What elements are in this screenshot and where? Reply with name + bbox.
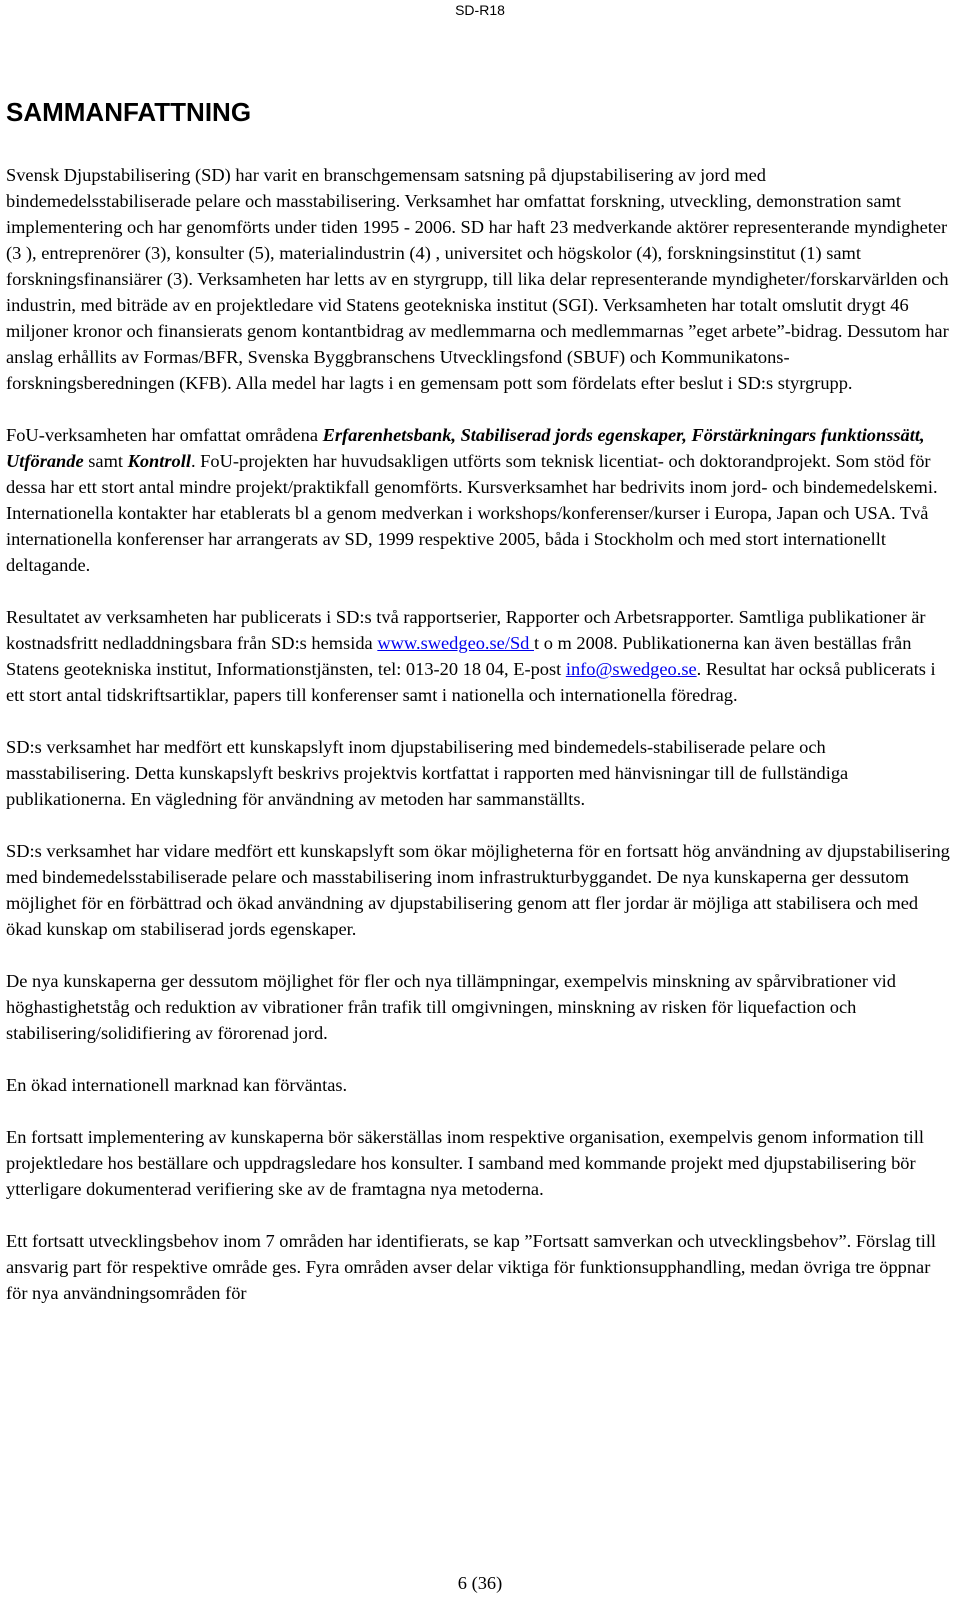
- publications-text-2: t o m 2008. Publikationerna kan även beställas från Statens geotekniska institut, Informationstjänsten, tel: 013-20 18 04, E-post: [6, 633, 912, 679]
- section-title: SAMMANFATTNING: [6, 97, 252, 127]
- paragraph-overview: Svensk Djupstabilisering (SD) har varit en branschgemensam satsning på djupstabilisering av jord med bindemedelsstabiliserade pelare och masstabilisering. Verksamhet har omfattat forskning, utveckling, demonstration samt implementering och har genomförts under tiden 1995 - 2006. SD har haft 23 medverkande aktörer representerande myndigheter (3 ), entreprenörer (3), konsulter (5), materialindustrin (4) , universitet och högskolor (4), forskningsinstitut (1) samt forskningsfinansiärer (3). Verksamheten har letts av en styrgrupp, till lika delar representerande myndigheter/forskarvärlden och industrin, med biträde av en projektledare vid Statens geotekniska institut (SGI). Verksamheten har totalt omslutit drygt 46 miljoner kronor och finansierats genom kontantbidrag av medlemmarna och medlemmarnas ”eget arbete”-bidrag. Dessutom har anslag erhållits av Formas/BFR, Svenska Byggbranschens Utvecklingsfond (SBUF) och Kommunikatons-forskningsberedningen (KFB). Alla medel har lagts i en gemensam pott som fördelats efter beslut i SD:s styrgrupp.: [6, 165, 949, 393]
- research-areas-list: Erfarenhetsbank, Stabiliserad jords egenskaper, Förstärkningars funktionssätt, Utförande: [6, 425, 925, 471]
- paragraph-development-needs: Ett fortsatt utvecklingsbehov inom 7 områden har identifierats, se kap ”Fortsatt samverkan och utvecklingsbehov”. Förslag till ansvarig part för respektive område ges. Fyra områden avser delar viktiga för funktionsupphandling, medan övriga tre öppnar för nya användningsområden för: [6, 1231, 937, 1303]
- paragraph-knowledge-lift: SD:s verksamhet har medfört ett kunskapslyft inom djupstabilisering med bindemedels-stabiliserade pelare och masstabilisering. Detta kunskapslyft beskrivs projektvis kortfattat i rapporten med hänvisningar till de fullständiga publikationerna. En vägledning för användning av metoden har sammanställts.: [6, 737, 849, 809]
- paragraph-publications: [6, 604, 954, 708]
- paragraph-research-areas: [6, 422, 954, 578]
- page-number: 6 (36): [457, 1573, 503, 1593]
- research-areas-rest: . FoU-projekten har huvudsakligen utförts som teknisk licentiat- och doktorandprojekt. Som stöd för dessa har ett stort antal mindre projekt/praktikfall genomförts. Kursverksamhet har bedrivits inom jord- och bindemedelskemi. Internationella kontakter har etablerats bl a genom medverkan i workshops/konferenser/kurser i Europa, Japan och USA. Två internationella konferenser har arrangerats av SD, 1999 respektive 2005, båda i Stockholm och med stort internationellt deltagande.: [6, 451, 938, 575]
- research-area-last: Kontroll: [127, 451, 191, 471]
- paragraph-infrastructure: SD:s verksamhet har vidare medfört ett kunskapslyft som ökar möjligheterna för en fortsatt hög användning av djupstabilisering med bindemedelsstabiliserade pelare och masstabilisering inom infrastrukturbyggandet. De nya kunskaperna ger dessutom möjlighet för en förbättrad och ökad användning av djupstabilisering genom att fler jordar är möjliga att stabilisera och med ökad kunskap om stabiliserad jords egenskaper.: [6, 841, 950, 939]
- publications-text-3: . Resultat har också publicerats i ett stort antal tidskriftsartiklar, papers till konferenser samt i nationella och internationella föredrag.: [6, 659, 936, 705]
- publications-text-1: Resultatet av verksamheten har publicerats i SD:s två rapportserier, Rapporter och Arbetsrapporter. Samtliga publikationer är kostnadsfritt nedladdningsbara från SD:s hemsida: [6, 607, 926, 653]
- document-body: [6, 162, 954, 1306]
- research-areas-join: samt: [83, 451, 128, 471]
- paragraph-new-applications: De nya kunskaperna ger dessutom möjlighet för fler och nya tillämpningar, exempelvis minskning av spårvibrationer vid höghastighetståg och reduktion av vibrationer från trafik till omgivningen, minskning av risken för liquefaction och stabilisering/solidifiering av förorenad jord.: [6, 971, 896, 1043]
- document-id-header: SD-R18: [455, 2, 505, 18]
- research-areas-lead: FoU-verksamheten har omfattat områdena: [6, 425, 323, 445]
- website-link[interactable]: www.swedgeo.se/Sd: [377, 633, 534, 653]
- paragraph-implementation: En fortsatt implementering av kunskaperna bör säkerställas inom respektive organisation, exempelvis genom information till projektledare hos beställare och uppdragsledare hos konsulter. I samband med kommande projekt med djupstabilisering bör ytterligare dokumenterad verifiering ske av de framtagna nya metoderna.: [6, 1127, 924, 1199]
- paragraph-market: En ökad internationell marknad kan förväntas.: [6, 1075, 348, 1095]
- email-link[interactable]: info@swedgeo.se: [565, 659, 697, 679]
